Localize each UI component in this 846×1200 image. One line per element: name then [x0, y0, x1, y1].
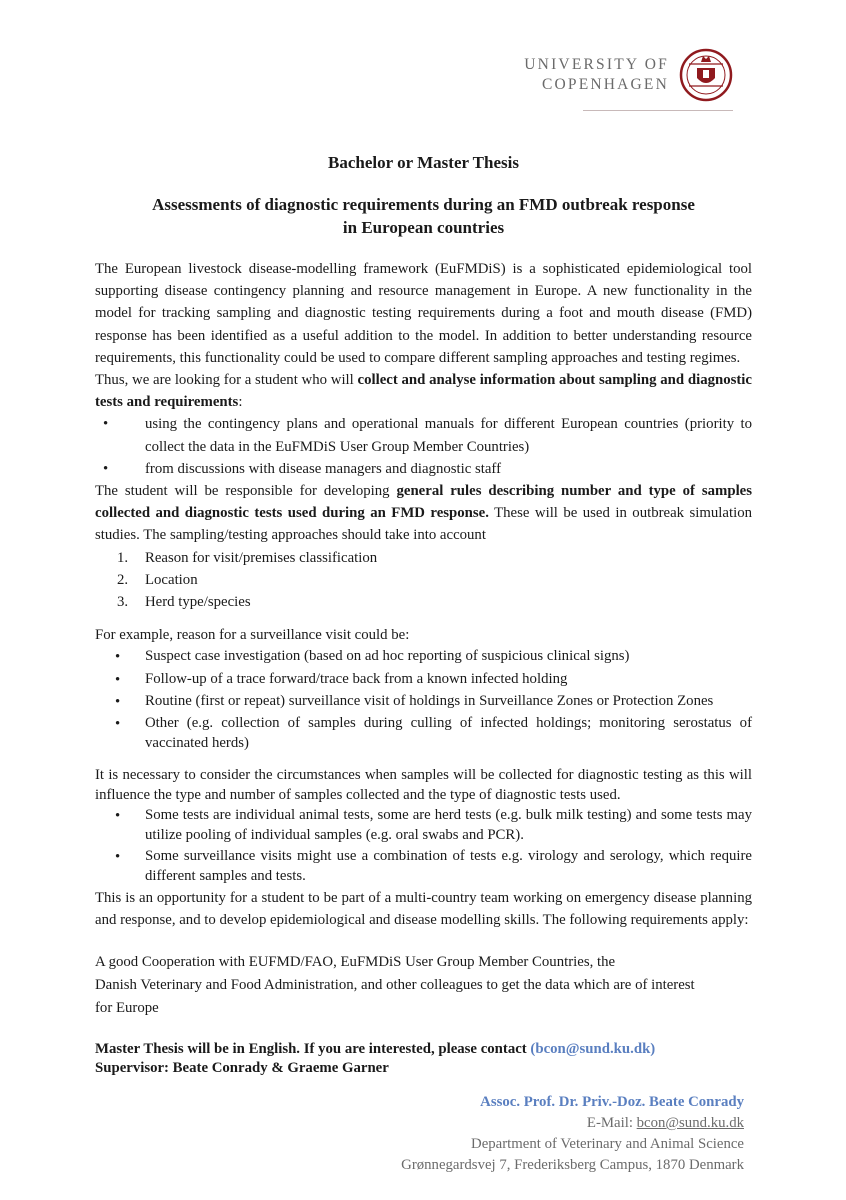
- document-type-heading: Bachelor or Master Thesis: [328, 153, 519, 172]
- cooperation-line-1: A good Cooperation with EUFMD/FAO, EuFMDiS User Group Member Countries, the: [95, 954, 616, 971]
- list-item-text: Routine (first or repeat) surveillance visit of holdings in Surveillance Zones or Protection Zones: [145, 692, 714, 709]
- signature-name: Assoc. Prof. Dr. Priv.-Doz. Beate Conrady: [480, 1094, 744, 1110]
- list-item: [95, 569, 752, 591]
- responsible-pre: The student will be responsible for developing: [95, 483, 397, 500]
- looking-paragraph: [95, 369, 752, 413]
- signature-department: Department of Veterinary and Animal Science: [471, 1136, 744, 1152]
- example-intro: For example, reason for a surveillance visit could be:: [95, 627, 410, 644]
- looking-post: :: [238, 394, 243, 411]
- list-item: [95, 547, 752, 569]
- thesis-title: [95, 193, 752, 239]
- spacer: [95, 613, 752, 624]
- list-item-text: Follow-up of a trace forward/trace back from a known infected holding: [145, 670, 568, 687]
- signature-block: [401, 1092, 744, 1176]
- list-item: [95, 458, 752, 480]
- bullet-icon: •: [115, 649, 121, 666]
- list-number: 3.: [117, 594, 129, 611]
- bullet-icon: •: [115, 693, 121, 710]
- opportunity-paragraph: This is an opportunity for a student to be part of a multi-country team working on emergency disease planning and response, and to develop epidemiological and disease modelling skills. The following requirements apply:: [95, 890, 752, 929]
- bullet-icon: •: [103, 460, 109, 477]
- list-item-text: Some tests are individual animal tests, some are herd tests (e.g. bulk milk testing) and some tests may utilize pooling of individual samples (e.g. oral swabs and PCR).: [145, 807, 752, 844]
- list-item-text: Some surveillance visits might use a combination of tests e.g. virology and serology, which require different samples and tests.: [145, 848, 752, 885]
- list-item: [95, 413, 752, 457]
- responsible-post: These will be used in outbreak simulation studies. The sampling/testing approaches should take into account: [95, 505, 752, 544]
- logo-divider: [583, 110, 733, 111]
- list-item: [95, 805, 752, 846]
- bullet-icon: •: [103, 416, 109, 433]
- signature-email-link[interactable]: bcon@sund.ku.dk: [636, 1115, 744, 1131]
- looking-bold: collect and analyse information about sampling and diagnostic tests and requirements: [95, 372, 752, 411]
- thesis-title-line-2: in European countries: [342, 218, 505, 237]
- contact-block: [95, 1040, 752, 1078]
- list-item-text: Herd type/species: [145, 594, 251, 611]
- bullet-icon: •: [115, 671, 121, 688]
- thesis-title-line-1: Assessments of diagnostic requirements during an FMD outbreak response: [152, 195, 695, 214]
- list-item-text: Suspect case investigation (based on ad hoc reporting of suspicious clinical signs): [145, 648, 630, 665]
- intro-paragraph: The European livestock disease-modelling framework (EuFMDiS) is a sophisticated epidemiological tool supporting disease contingency planning and resource management in Europe. A new functionality in the model for tracking sampling and diagnostic testing requirements during a foot and mouth disease (FMD) response has been identified as a useful addition to the model. In addition to better understanding resource requirements, this functionality could be used to compare different sampling approaches and testing regimes.: [95, 261, 752, 366]
- list-item-text: from discussions with disease managers and diagnostic staff: [145, 460, 502, 477]
- spacer: [95, 754, 752, 765]
- list-item: [95, 669, 752, 691]
- spacer: [95, 931, 752, 951]
- signature-email-label: E-Mail:: [586, 1115, 637, 1131]
- document-body: [95, 258, 752, 1078]
- responsible-paragraph: [95, 480, 752, 547]
- bullet-icon: •: [115, 808, 121, 825]
- contact-email-link[interactable]: (bcon@sund.ku.dk): [530, 1041, 656, 1058]
- logo-line-1: UNIVERSITY OF: [524, 56, 669, 73]
- contact-line: [95, 1040, 752, 1059]
- list-item-text: Reason for visit/premises classification: [145, 549, 378, 566]
- contact-text: Master Thesis will be in English. If you are interested, please contact: [95, 1041, 531, 1058]
- list-item: [95, 691, 752, 713]
- cooperation-line-2: Danish Veterinary and Food Administration, and other colleagues to get the data which are of interest: [95, 977, 695, 994]
- cooperation-line-3: for Europe: [95, 1000, 159, 1017]
- list-item: [95, 646, 752, 668]
- list-number: 2.: [117, 571, 129, 588]
- supervisor-line: Supervisor: Beate Conrady & Graeme Garner: [95, 1060, 389, 1077]
- bullet-icon: •: [115, 849, 121, 866]
- responsible-bold: general rules describing number and type of samples collected and diagnostic tests used during an FMD response.: [95, 483, 753, 522]
- signature-email-line: [401, 1113, 744, 1134]
- necessary-paragraph: It is necessary to consider the circumstances when samples will be collected for diagnostic testing as this will influence the type and number of samples collected and the type of diagnostic tests used.: [95, 767, 752, 804]
- list-item-text: Other (e.g. collection of samples during culling of infected holdings; monitoring serostatus of vaccinated herds): [145, 715, 752, 752]
- logo-line-2: COPENHAGEN: [541, 76, 669, 93]
- university-logo: [524, 48, 733, 102]
- spacer: [95, 1020, 752, 1040]
- signature-address: Grønnegardsvej 7, Frederiksberg Campus, 1870 Denmark: [401, 1157, 744, 1173]
- list-item-text: Location: [145, 571, 198, 588]
- university-seal-icon: [679, 48, 733, 102]
- looking-pre: Thus, we are looking for a student who will: [95, 372, 358, 389]
- cooperation-paragraph: [95, 951, 752, 1020]
- list-item: [95, 713, 752, 754]
- list-number: 1.: [117, 549, 129, 566]
- list-item: [95, 591, 752, 613]
- list-item: [95, 846, 752, 887]
- bullet-icon: •: [115, 716, 121, 733]
- list-item-text: using the contingency plans and operational manuals for different European countries (priority to collect the data in the EuFMDiS User Group Member Countries): [145, 416, 752, 455]
- logo-wordmark: [524, 55, 669, 95]
